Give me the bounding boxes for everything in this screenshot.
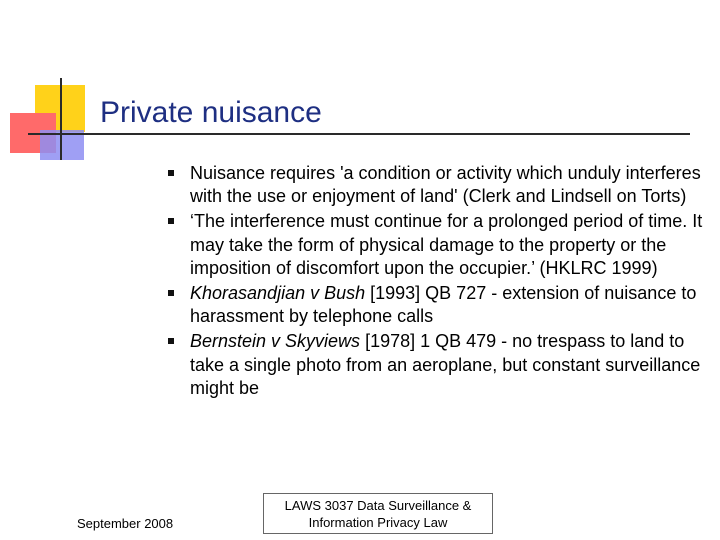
bullet-item <box>168 282 708 328</box>
bullet-square-icon <box>168 218 174 224</box>
bullet-text: [1978] 1 QB 479 - no trespass to land to take a single photo from an aeroplane, but constant surveillance might be <box>190 331 701 398</box>
bullet-square-icon <box>168 170 174 176</box>
bullet-item <box>168 210 708 280</box>
case-name: Bernstein v Skyviews <box>190 331 361 352</box>
bullet-list <box>168 162 708 402</box>
case-name: Khorasandjian v Bush <box>190 283 366 304</box>
slide-title: Private nuisance <box>100 96 322 129</box>
bullet-text: [1993] QB 727 - extension of nuisance to harassment by telephone calls <box>190 283 697 327</box>
decor-vertical-line <box>60 78 62 160</box>
footer-course-line: Information Privacy Law <box>308 514 448 530</box>
footer-course-line: LAWS 3037 Data Surveillance & <box>284 497 472 513</box>
footer-date: September 2008 <box>77 516 174 531</box>
bullet-square-icon <box>168 290 174 296</box>
bullet-item <box>168 330 708 400</box>
bullet-square-icon <box>168 338 174 344</box>
bullet-text: Nuisance requires 'a condition or activity which unduly interferes with the use or enjoyment of land' (Clerk and Lindsell on Torts) <box>190 163 701 207</box>
title-underline <box>28 133 690 135</box>
bullet-text: ‘The interference must continue for a prolonged period of time. It may take the form of physical damage to the property or the imposition of discomfort upon the occupier.’ (HKLRC 1999) <box>190 211 703 278</box>
bullet-item <box>168 162 708 208</box>
footer-course-box <box>263 493 493 534</box>
